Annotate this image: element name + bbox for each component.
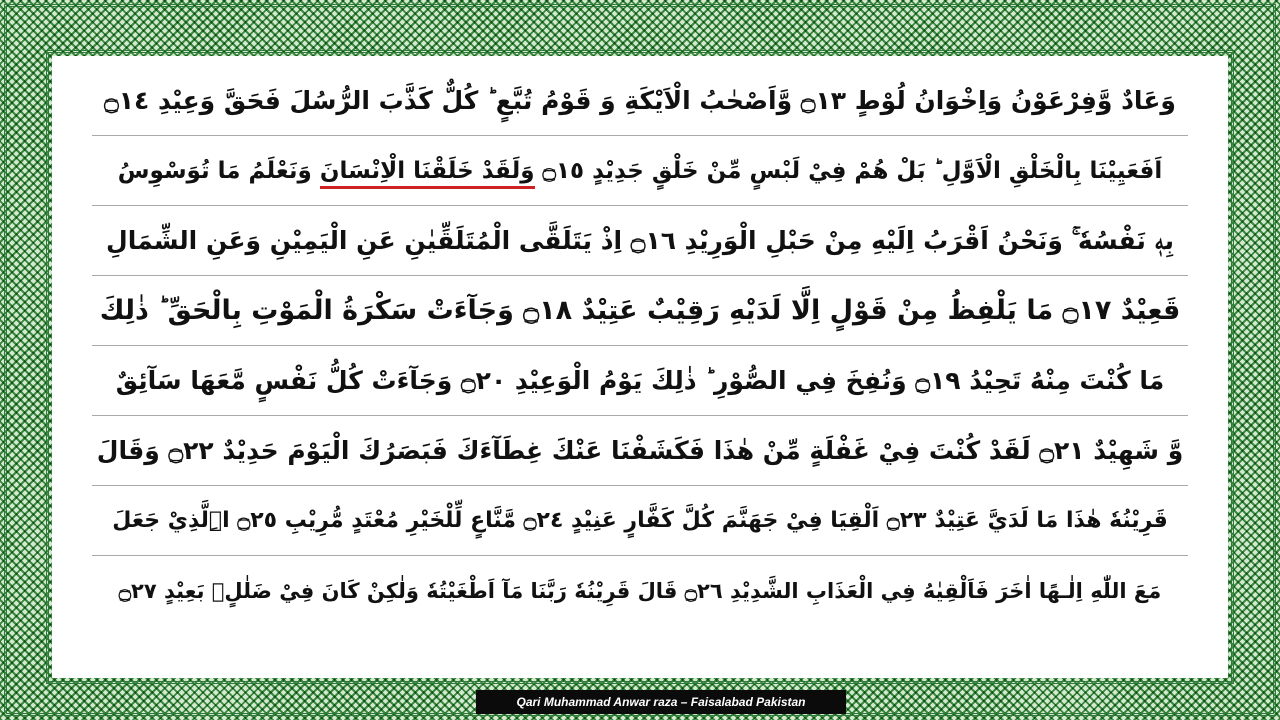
verse-line-text: قَرِيْنُهٗ هٰذَا مَا لَدَيَّ عَتِيْدٌ ۝٢٣ اَلْقِيَا فِيْ جَهَنَّمَ كُلَّ كَفَّارٍ عَنِيْدٍ ۝٢٤ مَّنَّاعٍ لِّلْخَيْرِ مُعْتَدٍ مُّرِيْبِ ۝٢٥ اِۨلَّذِيْ جَعَلَ <box>112 508 1168 533</box>
reciter-credit-label: Qari Muhammad Anwar raza – Faisalabad Pakistan <box>476 690 846 714</box>
text-page <box>52 56 1228 678</box>
highlighted-phrase: وَلَقَدْ خَلَقْنَا الْاِنْسَانَ <box>320 158 535 189</box>
verse-line-3 <box>92 206 1188 276</box>
verse-line-4 <box>92 276 1188 346</box>
verse-line-1 <box>92 66 1188 136</box>
verse-line-5 <box>92 346 1188 416</box>
verse-line-text: مَعَ اللّٰهِ اِلٰـهًا اٰخَرَ فَاَلْقِيٰهُ فِي الْعَذَابِ الشَّدِيْدِ ۝٢٦ قَالَ قَرِيْنُهٗ رَبَّنَا مَآ اَطْغَيْتُهٗ وَلٰكِنْ كَانَ فِيْ ضَلٰلٍۢ بَعِيْدٍ ۝٢٧ <box>118 579 1162 603</box>
verse-line-2 <box>92 136 1188 206</box>
verse-line-text: وَعَادٌ وَّفِرْعَوْنُ وَاِخْوَانُ لُوْطٍ ۝١٣ وَّاَصْحٰبُ الْاَيْكَةِ وَ قَوْمُ تُبَّعٍ ؕ كُلٌّ كَذَّبَ الرُّسُلَ فَحَقَّ وَعِيْدِ ۝١٤ <box>104 86 1176 115</box>
verse-line-text: قَعِيْدٌ ۝١٧ مَا يَلْفِظُ مِنْ قَوْلٍ اِلَّا لَدَيْهِ رَقِيْبٌ عَتِيْدٌ ۝١٨ وَجَآءَتْ سَكْرَةُ الْمَوْتِ بِالْحَقِّ ؕ ذٰلِكَ <box>99 295 1181 326</box>
verse-line-text: اَفَعَيِيْنَا بِالْخَلْقِ الْاَوَّلِ ؕ بَلْ هُمْ فِيْ لَبْسٍ مِّنْ خَلْقٍ جَدِيْدٍ ۝١٥ وَلَقَدْ خَلَقْنَا الْاِنْسَانَ وَنَعْلَمُ مَا تُوَسْوِسُ <box>118 158 1162 184</box>
verse-line-text: مَا كُنْتَ مِنْهُ تَحِيْدُ ۝١٩ وَنُفِخَ فِي الصُّوْرِ ؕ ذٰلِكَ يَوْمُ الْوَعِيْدِ ۝٢٠ وَجَآءَتْ كُلُّ نَفْسٍ مَّعَهَا سَآئِقٌ <box>115 366 1165 395</box>
verse-line-8 <box>92 556 1188 626</box>
verse-line-6 <box>92 416 1188 486</box>
verse-line-text: بِهٖ نَفْسُهٗ ۚ وَنَحْنُ اَقْرَبُ اِلَيْهِ مِنْ حَبْلِ الْوَرِيْدِ ۝١٦ اِذْ يَتَلَقَّى الْمُتَلَقِّيٰنِ عَنِ الْيَمِيْنِ وَعَنِ الشِّمَالِ <box>106 225 1174 255</box>
verse-line-7 <box>92 486 1188 556</box>
verse-line-text: وَّ شَهِيْدٌ ۝٢١ لَقَدْ كُنْتَ فِيْ غَفْلَةٍ مِّنْ هٰذَا فَكَشَفْنَا عَنْكَ غِطَآءَكَ فَبَصَرُكَ الْيَوْمَ حَدِيْدٌ ۝٢٢ وَقَالَ <box>96 436 1184 465</box>
